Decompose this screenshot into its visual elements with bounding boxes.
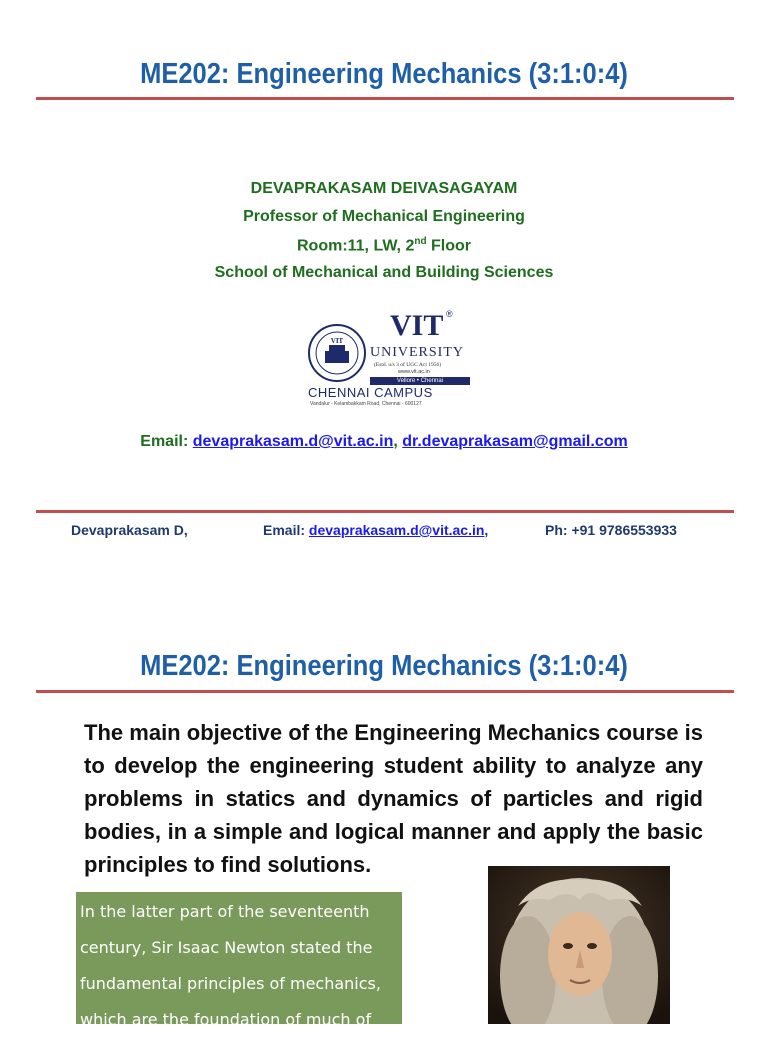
- professor-name: DEVAPRAKASAM DEIVASAGAYAM: [250, 180, 518, 197]
- quote-line: In the latter part of the seventeenth: [80, 902, 370, 921]
- quote-line: which are the foundation of much of: [80, 1010, 372, 1029]
- room-info: [0, 236, 768, 255]
- vit-web: www.vit.ac.in: [398, 369, 430, 375]
- email-label: Email:: [140, 433, 193, 450]
- email-separator: ,: [393, 433, 403, 450]
- newton-quote-box: [76, 892, 402, 1029]
- footer-email-link[interactable]: devaprakasam.d@vit.ac.in: [308, 522, 485, 538]
- slide-1-title: ME202: Engineering Mechanics (3:1:0:4): [140, 58, 628, 90]
- slide-2-title: ME202: Engineering Mechanics (3:1:0:4): [140, 650, 628, 682]
- quote-line: fundamental principles of mechanics,: [80, 974, 381, 993]
- footer-phone: Ph: +91 9786553933: [545, 522, 677, 538]
- room-text: Room:11, LW, 2: [296, 237, 415, 255]
- newton-portrait: [488, 866, 670, 1024]
- footer-email: [263, 522, 488, 538]
- footer-email-label: Email:: [263, 522, 309, 538]
- professor-title: Professor of Mechanical Engineering: [243, 208, 525, 225]
- room-sup: nd: [414, 236, 427, 247]
- quote-line: century, Sir Isaac Newton stated the: [80, 938, 373, 957]
- vit-brand: VIT: [390, 309, 444, 342]
- newton-portrait-image: [488, 866, 670, 1024]
- vit-address: Vandalur - Kelambakkam Road, Chennai - 600127: [310, 401, 422, 407]
- footer-divider: [36, 510, 734, 513]
- registered-mark: ®: [446, 309, 453, 319]
- school-name: School of Mechanical and Building Sciences: [214, 264, 554, 281]
- vit-university: UNIVERSITY: [370, 345, 464, 360]
- slide-2-title-divider: [36, 690, 734, 693]
- email-line: [0, 433, 768, 451]
- footer-email-comma: ,: [484, 522, 489, 538]
- title-divider: [36, 97, 734, 100]
- university-seal-icon: [306, 315, 368, 395]
- vit-campus: CHENNAI CAMPUS: [308, 385, 433, 400]
- room-suffix: Floor: [426, 237, 471, 255]
- vit-logo: [304, 307, 474, 411]
- email-link-vit[interactable]: devaprakasam.d@vit.ac.in: [192, 433, 394, 450]
- vit-estd: (Estd. u/s 3 of UGC Act 1956): [374, 362, 442, 368]
- footer-name: Devaprakasam D,: [71, 522, 188, 538]
- seal-label: VIT: [330, 337, 344, 345]
- email-link-gmail[interactable]: dr.devaprakasam@gmail.com: [402, 433, 628, 450]
- vit-campus-band: Vellore • Chennai: [370, 377, 470, 385]
- course-objective: The main objective of the Engineering Mechanics course is to develop the engineering student ability to analyze any problems in statics and dynamics of particles and rigid bodies, in a simple and logical manner and apply the basic principles to find solutions.: [84, 720, 703, 877]
